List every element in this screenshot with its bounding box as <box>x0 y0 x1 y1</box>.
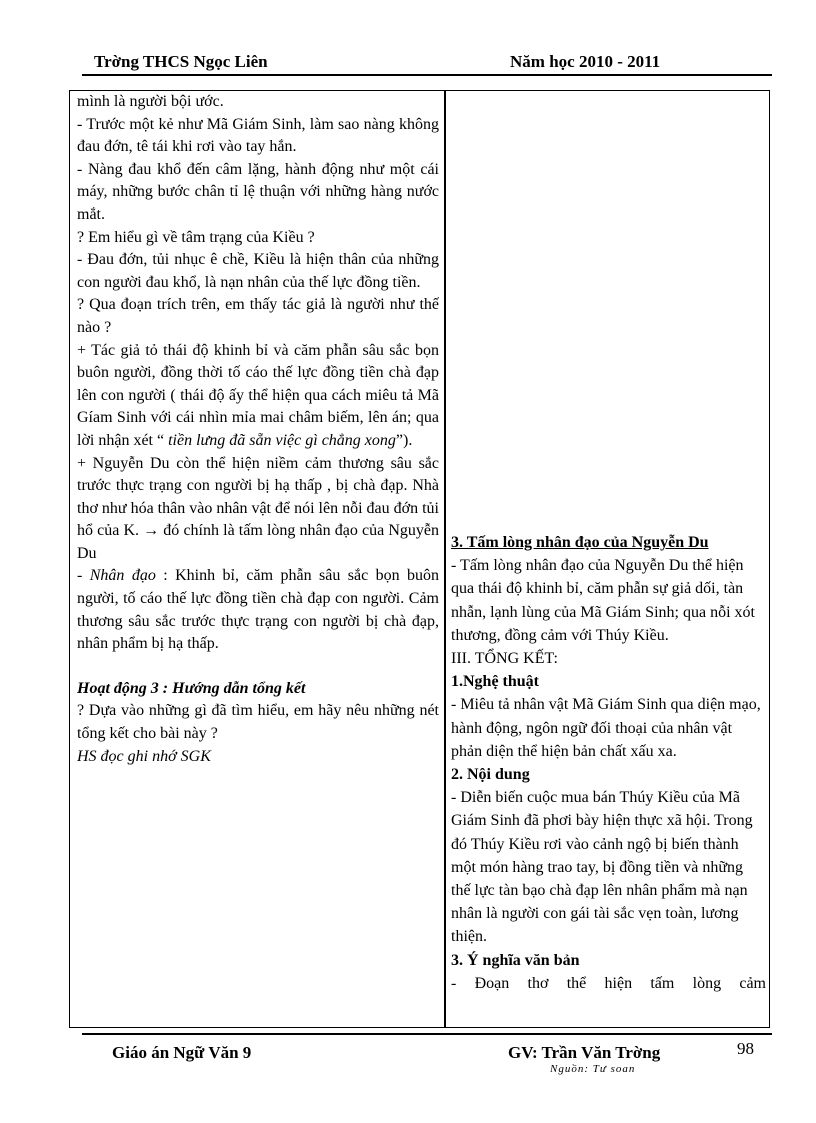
text-line: mình là người bội ước. <box>77 93 224 110</box>
instruction: HS đọc ghi nhớ SGK <box>77 747 211 765</box>
section-heading: III. TỔNG KẾT: <box>451 650 558 668</box>
text-line: - Đoạn thơ thể hiện tấm lòng cảm <box>451 974 766 992</box>
text-paragraph: - Nhân đạo : Khinh bỉ, căm phẫn sâu sắc bọn buôn người, tố cáo thế lực đồng tiền chà đạp con người. Cảm thương sâu sắc trước thực trạng con người bị chà đạp, nhân phẩm bị hạ thấp. <box>77 567 439 653</box>
text-span: ”). <box>395 431 413 449</box>
page-header <box>82 52 772 76</box>
text-paragraph: - Tấm lòng nhân đạo của Nguyễn Du thể hiện qua thái độ khinh bỉ, căm phẫn sự giả dối, tàn nhẫn, lạnh lùng của Mã Giám Sinh; qua nỗi xót thương, đồng cảm với Thúy Kiều. <box>451 557 755 644</box>
school-name: Trờng THCS Ngọc Liên <box>94 52 268 71</box>
question: ? Dựa vào những gì đã tìm hiểu, em hãy nêu những nét tổng kết cho bài này ? <box>77 702 439 743</box>
subsection-heading: 3. Ý nghĩa văn bản <box>451 951 580 969</box>
right-column <box>451 91 766 1027</box>
text-span: : Khinh bỉ, căm phẫn sâu sắc bọn buôn người, tố cáo thế lực đồng tiền chà đạp con người. Cảm thương sâu sắc trước thực trạng con người bị chà đạp, nhân phẩm bị hạ thấp. <box>77 567 439 653</box>
source-note: Nguồn: Tư soan <box>550 1063 636 1075</box>
school-year: Năm học 2010 - 2011 <box>510 52 661 71</box>
column-divider <box>444 91 446 1027</box>
quote: tiền lưng đã sẵn việc gì chẳng xong <box>168 431 396 449</box>
book-title: Giáo án Ngữ Văn 9 <box>112 1043 252 1062</box>
subsection-heading: 2. Nội dung <box>451 766 530 784</box>
question: ? Qua đoạn trích trên, em thấy tác giả là người như thế nào ? <box>77 296 439 336</box>
page-footer <box>82 1033 772 1095</box>
page-number: 98 <box>737 1039 754 1058</box>
question: ? Em hiểu gì về tâm trạng của Kiều ? <box>77 228 315 246</box>
text-paragraph: + Nguyễn Du còn thể hiện niềm cảm thương sâu sắc trước thực trạng con người bị hạ thấp , bị chà đạp. Nhà thơ như hóa thân vào nhân vật để nói lên nỗi đau đớn tủi hổ của K. → đó chính là tấm lòng nhân đạo của Nguyễn Du <box>77 454 439 562</box>
text-paragraph: - Nàng đau khổ đến câm lặng, hành động như một cái máy, những bước chân tỉ lệ thuận với những hàng nước mắt. <box>77 160 439 223</box>
teacher-name: GV: Trần Văn Trờng <box>508 1043 661 1062</box>
lesson-table <box>69 90 770 1028</box>
text-span: + Tác giả tỏ thái độ khinh bỉ và căm phẫn sâu sắc bọn buôn người, đồng thời tố cáo thế lực đồng tiền chà đạp lên con người ( thái độ ấy thể hiện qua cách miêu tả Mã Gíam Sinh với cái nhìn mỉa mai châm biếm, lên án; qua lời nhận xét “ <box>77 341 439 449</box>
text-paragraph <box>77 340 439 453</box>
text-paragraph: - Đau đớn, tủi nhục ê chề, Kiều là hiện thân của những con người đau khổ, là nạn nhân của thế lực đồng tiền. <box>77 251 439 291</box>
text-paragraph: - Trước một kẻ như Mã Giám Sinh, làm sao nàng không đau đớn, tê tái khi rơi vào tay hắn. <box>77 115 439 156</box>
text-paragraph: - Miêu tả nhân vật Mã Giám Sinh qua diện mạo, hành động, ngôn ngữ đối thoại của nhân vật phản diện thể hiện bản chất xấu xa. <box>451 696 761 760</box>
activity-heading: Hoạt động 3 : Hướng dẫn tổng kết <box>77 679 306 697</box>
text-paragraph: - Diễn biến cuộc mua bán Thúy Kiều của Mã Giám Sinh đã phơi bày hiện thực xã hội. Trong đó Thúy Kiều rơi vào cảnh ngộ bị biến thành một món hàng trao tay, bị đồng tiền và những thế lực tàn bạo chà đạp lên nhân phẩm mà nạn nhân là người con gái tài sắc vẹn toàn, lương thiện. <box>451 789 753 946</box>
term-label: Nhân đạo <box>89 567 156 585</box>
section-heading: 3. Tấm lòng nhân đạo của Nguyễn Du <box>451 534 709 551</box>
left-column <box>77 91 439 1027</box>
subsection-heading: 1.Nghệ thuật <box>451 673 540 691</box>
